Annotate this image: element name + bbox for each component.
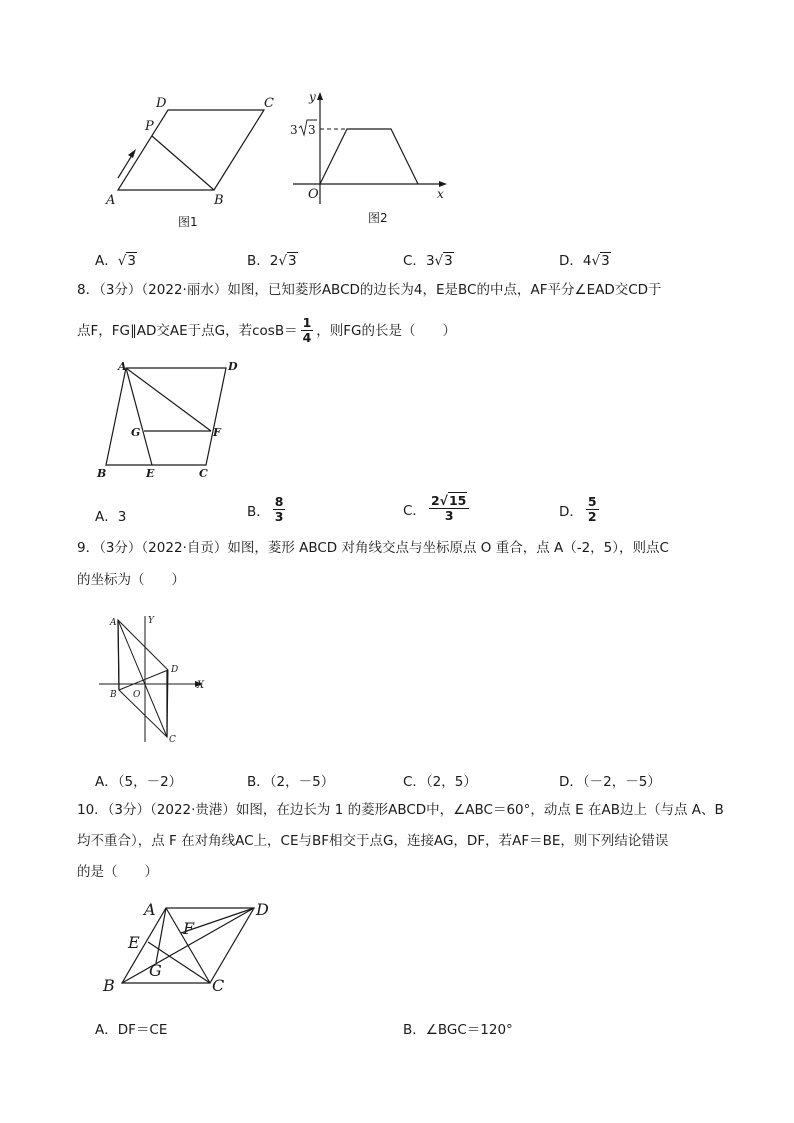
q9-option-a[interactable]: A．（5，－2） (95, 774, 183, 790)
q8-stem-line-2-post: ，则FG的长是（ ） (316, 322, 457, 339)
q8-fig-label-g: G (131, 426, 141, 439)
q7-option-c[interactable] (403, 249, 454, 269)
q7-fig1-label-d: D (156, 96, 167, 111)
q7-option-b-radical: √3 (278, 253, 297, 269)
q7-option-b-letter: B． (247, 253, 270, 269)
q9-fig-label-x: X (197, 680, 205, 691)
q7-fig2-axis-x: x (437, 187, 444, 201)
q9-option-c[interactable]: C．（2，5） (403, 774, 477, 790)
q7-option-d-letter: D． (559, 253, 583, 269)
q9-fig-label-c: C (169, 735, 176, 745)
q7-option-c-radical: √3 (434, 253, 453, 269)
q7-figure-2 (285, 86, 455, 231)
q9-stem-line-1: 9．（3分）（2022·自贡）如图，菱形 ABCD 对角线交点与坐标原点 O 重合，点 A（-2，5），则点C (77, 540, 669, 556)
q9-option-d[interactable]: D．（－2，－5） (559, 774, 661, 790)
q8-fig-label-b: B (97, 467, 107, 480)
q9-fig-label-b: B (110, 690, 117, 700)
q8-fig-label-a: A (118, 360, 127, 373)
q9-fig-label-y: Y (148, 616, 154, 626)
q10-stem-line-1: 10．（3分）（2022·贵港）如图，在边长为 1 的菱形ABCD中，∠ABC＝60°，动点 E 在AB边上（与点 A、B (77, 802, 724, 818)
q8-fig-label-d: D (228, 360, 238, 373)
q8-stem-line-2-pre: 点F，FG∥AD交AE于点G，若cosB＝ (77, 322, 298, 339)
q9-stem-line-2: 的坐标为（ ） (77, 572, 185, 588)
q7-fig2-origin: O (308, 187, 319, 202)
q8-stem-line-1: 8．（3分）（2022·丽水）如图，已知菱形ABCD的边长为4，E是BC的中点，AF平分∠EAD交CD于 (77, 282, 662, 298)
q8-option-d-fraction: $\frac{5}{2}$ (587, 494, 597, 524)
q8-fig-label-c: C (199, 467, 208, 480)
q7-option-c-coef: 3 (425, 253, 435, 269)
q7-fig1-label-c: C (264, 96, 274, 111)
q8-stem-line-2 (77, 316, 456, 345)
q7-option-b[interactable] (247, 249, 298, 269)
q10-fig-label-g: G (149, 961, 162, 980)
q8-option-c[interactable] (403, 494, 472, 523)
q7-option-d-radical: √3 (591, 253, 610, 269)
q8-option-b-letter: B． (247, 503, 270, 520)
q7-option-a-letter: A． (95, 253, 118, 269)
q9-fig-label-a: A (110, 618, 117, 628)
q7-fig1-label-a: A (106, 193, 116, 208)
q7-figure-1 (98, 88, 288, 233)
q9-fig-label-o: O (133, 690, 141, 700)
q9-fig-label-d: D (171, 665, 179, 675)
q10-stem-line-2: 均不重合），点 F 在对角线AC上，CE与BF相交于点G，连接AG，DF，若AF＝BE，则下列结论错误 (77, 833, 669, 849)
q8-fig-label-f: F (213, 426, 221, 439)
q8-fig-label-e: E (146, 467, 155, 480)
q8-option-d-letter: D． (559, 503, 583, 520)
q7-fig2-axis-y: y (309, 90, 316, 104)
q8-option-b[interactable] (247, 495, 288, 524)
q10-fig-label-e: E (128, 933, 140, 952)
q10-fig-label-c: C (212, 976, 225, 995)
q7-option-b-coef: 2 (269, 253, 279, 269)
q8-option-a-value: 3 (117, 509, 127, 525)
q7-fig2-caption: 图2 (368, 211, 388, 225)
q7-option-a-radical: √3 (117, 253, 136, 269)
q10-option-b[interactable]: B．∠BGC＝120° (403, 1022, 513, 1038)
q8-option-c-letter: C． (403, 502, 426, 519)
q8-option-a[interactable] (95, 505, 126, 525)
q10-fig-label-d: D (256, 900, 269, 919)
q10-fig-label-b: B (103, 976, 115, 995)
q7-fig1-caption: 图1 (178, 215, 198, 229)
q7-fig1-label-b: B (214, 193, 224, 208)
q9-figure (95, 608, 215, 748)
q8-figure (92, 358, 252, 483)
q7-option-c-letter: C． (403, 253, 426, 269)
q10-fig-label-f: F (183, 919, 195, 938)
q7-option-d-coef: 4 (582, 253, 592, 269)
q8-option-a-letter: A． (95, 509, 118, 525)
q8-option-d[interactable] (559, 495, 602, 524)
q10-option-a[interactable]: A．DF＝CE (95, 1022, 168, 1038)
q8-option-b-fraction: $\frac{8}{3}$ (274, 494, 284, 524)
q7-fig2-ylabel-rad: 3 (308, 123, 316, 137)
q10-fig-label-a: A (144, 900, 156, 919)
q7-option-d[interactable] (559, 249, 611, 269)
q9-option-b[interactable]: B．（2，－5） (247, 774, 335, 790)
q10-figure (100, 896, 280, 1001)
q8-cos-fraction: $\frac{1}{4}$ (302, 315, 312, 345)
q7-option-a[interactable] (95, 249, 137, 269)
q7-fig1-label-p: P (145, 119, 154, 134)
q8-option-c-fraction: $\frac{2√15}{3}$ (429, 494, 469, 523)
q7-fig2-ylabel-coef: 3 (290, 123, 298, 137)
q10-stem-line-3: 的是（ ） (77, 864, 158, 880)
